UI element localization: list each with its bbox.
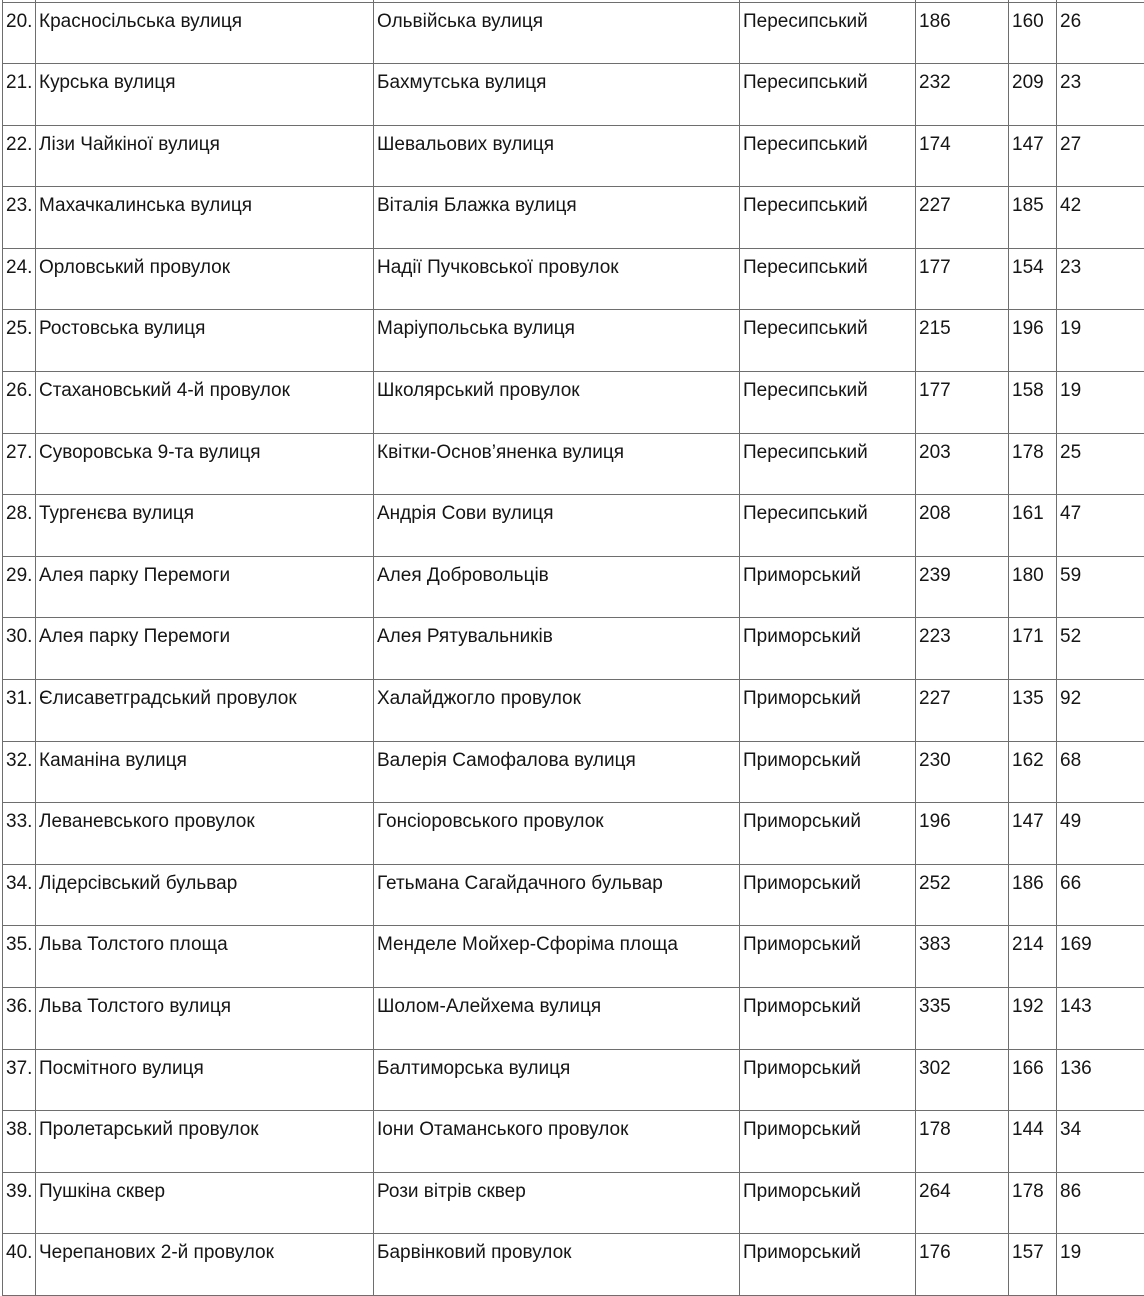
district-cell: Пересипський <box>740 64 916 126</box>
row-number-cell: 31. <box>3 680 36 742</box>
row-number-cell: 39. <box>3 1172 36 1234</box>
value-second-cell: 196 <box>1009 310 1057 372</box>
value-second-cell: 144 <box>1009 1111 1057 1173</box>
value-third-cell: 27 <box>1057 125 1144 187</box>
district-cell: Пересипський <box>740 495 916 557</box>
value-second-cell: 147 <box>1009 125 1057 187</box>
new-street-name-cell: Шевальових вулиця <box>374 125 740 187</box>
new-street-name-cell: Віталія Блажка вулиця <box>374 187 740 249</box>
table-row <box>3 187 1144 249</box>
district-cell: Приморський <box>740 1172 916 1234</box>
value-total-cell: 232 <box>916 64 1009 126</box>
old-street-name-cell: Ростовська вулиця <box>36 310 374 372</box>
row-number-cell: 30. <box>3 618 36 680</box>
table-row <box>3 988 1144 1050</box>
row-number-cell: 20. <box>3 2 36 64</box>
district-cell: Приморський <box>740 1234 916 1296</box>
old-street-name-cell: Каманіна вулиця <box>36 741 374 803</box>
district-cell: Пересипський <box>740 433 916 495</box>
value-third-cell: 49 <box>1057 803 1144 865</box>
new-street-name-cell: Алея Рятувальників <box>374 618 740 680</box>
table-row <box>3 248 1144 310</box>
table-row <box>3 310 1144 372</box>
new-street-name-cell: Халайджогло провулок <box>374 680 740 742</box>
new-street-name-cell: Маріупольська вулиця <box>374 310 740 372</box>
new-street-name-cell: Іони Отаманського провулок <box>374 1111 740 1173</box>
value-total-cell: 227 <box>916 680 1009 742</box>
old-street-name-cell: Посмітного вулиця <box>36 1049 374 1111</box>
district-cell: Пересипський <box>740 248 916 310</box>
table-row <box>3 618 1144 680</box>
value-total-cell: 186 <box>916 2 1009 64</box>
new-street-name-cell: Барвінковий провулок <box>374 1234 740 1296</box>
row-number-cell: 24. <box>3 248 36 310</box>
old-street-name-cell: Суворовська 9-та вулиця <box>36 433 374 495</box>
value-total-cell: 215 <box>916 310 1009 372</box>
value-second-cell: 180 <box>1009 556 1057 618</box>
value-total-cell: 203 <box>916 433 1009 495</box>
value-third-cell: 47 <box>1057 495 1144 557</box>
row-number-cell: 28. <box>3 495 36 557</box>
old-street-name-cell: Стахановський 4-й провулок <box>36 372 374 434</box>
value-total-cell: 178 <box>916 1111 1009 1173</box>
table-row <box>3 741 1144 803</box>
value-second-cell: 166 <box>1009 1049 1057 1111</box>
row-number-cell: 35. <box>3 926 36 988</box>
district-cell: Приморський <box>740 864 916 926</box>
value-total-cell: 302 <box>916 1049 1009 1111</box>
value-total-cell: 174 <box>916 125 1009 187</box>
table-row <box>3 864 1144 926</box>
table-body <box>3 0 1144 1295</box>
district-cell: Приморський <box>740 803 916 865</box>
row-number-cell: 25. <box>3 310 36 372</box>
row-number-cell: 33. <box>3 803 36 865</box>
new-street-name-cell: Квітки-Основ’яненка вулиця <box>374 433 740 495</box>
old-street-name-cell: Курська вулиця <box>36 64 374 126</box>
old-street-name-cell: Льва Толстого вулиця <box>36 988 374 1050</box>
old-street-name-cell: Лідерсівський бульвар <box>36 864 374 926</box>
old-street-name-cell: Пушкіна сквер <box>36 1172 374 1234</box>
value-total-cell: 196 <box>916 803 1009 865</box>
value-third-cell: 19 <box>1057 310 1144 372</box>
district-cell: Пересипський <box>740 125 916 187</box>
new-street-name-cell: Андрія Сови вулиця <box>374 495 740 557</box>
new-street-name-cell: Рози вітрів сквер <box>374 1172 740 1234</box>
value-third-cell: 52 <box>1057 618 1144 680</box>
row-number-cell: 37. <box>3 1049 36 1111</box>
new-street-name-cell: Валерія Самофалова вулиця <box>374 741 740 803</box>
value-third-cell: 143 <box>1057 988 1144 1050</box>
table-row <box>3 1111 1144 1173</box>
value-second-cell: 147 <box>1009 803 1057 865</box>
district-cell: Пересипський <box>740 310 916 372</box>
value-second-cell: 158 <box>1009 372 1057 434</box>
district-cell: Приморський <box>740 1111 916 1173</box>
value-second-cell: 185 <box>1009 187 1057 249</box>
old-street-name-cell: Лізи Чайкіної вулиця <box>36 125 374 187</box>
old-street-name-cell: Пролетарський провулок <box>36 1111 374 1173</box>
value-second-cell: 157 <box>1009 1234 1057 1296</box>
value-total-cell: 223 <box>916 618 1009 680</box>
row-number-cell: 21. <box>3 64 36 126</box>
value-second-cell: 209 <box>1009 64 1057 126</box>
value-third-cell: 25 <box>1057 433 1144 495</box>
district-cell: Пересипський <box>740 2 916 64</box>
row-number-cell: 38. <box>3 1111 36 1173</box>
value-third-cell: 19 <box>1057 1234 1144 1296</box>
value-third-cell: 26 <box>1057 2 1144 64</box>
old-street-name-cell: Махачкалинська вулиця <box>36 187 374 249</box>
table-row <box>3 803 1144 865</box>
table-row <box>3 680 1144 742</box>
district-cell: Приморський <box>740 926 916 988</box>
value-third-cell: 42 <box>1057 187 1144 249</box>
table-row <box>3 2 1144 64</box>
old-street-name-cell: Тургенєва вулиця <box>36 495 374 557</box>
row-number-cell: 27. <box>3 433 36 495</box>
district-cell: Пересипський <box>740 187 916 249</box>
value-total-cell: 227 <box>916 187 1009 249</box>
value-total-cell: 177 <box>916 372 1009 434</box>
new-street-name-cell: Менделе Мойхер-Сфоріма площа <box>374 926 740 988</box>
value-second-cell: 162 <box>1009 741 1057 803</box>
value-second-cell: 178 <box>1009 1172 1057 1234</box>
value-third-cell: 59 <box>1057 556 1144 618</box>
value-third-cell: 23 <box>1057 248 1144 310</box>
new-street-name-cell: Шолом-Алейхема вулиця <box>374 988 740 1050</box>
old-street-name-cell: Єлисаветградський провулок <box>36 680 374 742</box>
value-second-cell: 171 <box>1009 618 1057 680</box>
value-third-cell: 34 <box>1057 1111 1144 1173</box>
old-street-name-cell: Алея парку Перемоги <box>36 618 374 680</box>
street-renaming-table <box>2 0 1144 1296</box>
value-second-cell: 214 <box>1009 926 1057 988</box>
old-street-name-cell: Льва Толстого площа <box>36 926 374 988</box>
value-third-cell: 23 <box>1057 64 1144 126</box>
new-street-name-cell: Надії Пучковської провулок <box>374 248 740 310</box>
value-third-cell: 86 <box>1057 1172 1144 1234</box>
row-number-cell: 34. <box>3 864 36 926</box>
new-street-name-cell: Алея Добровольців <box>374 556 740 618</box>
table-row <box>3 125 1144 187</box>
new-street-name-cell: Гонсіоровського провулок <box>374 803 740 865</box>
old-street-name-cell: Орловський провулок <box>36 248 374 310</box>
district-cell: Приморський <box>740 680 916 742</box>
value-third-cell: 68 <box>1057 741 1144 803</box>
old-street-name-cell: Черепанових 2-й провулок <box>36 1234 374 1296</box>
row-number-cell: 29. <box>3 556 36 618</box>
value-total-cell: 176 <box>916 1234 1009 1296</box>
old-street-name-cell: Красносільська вулиця <box>36 2 374 64</box>
row-number-cell: 22. <box>3 125 36 187</box>
table-row <box>3 433 1144 495</box>
new-street-name-cell: Ольвійська вулиця <box>374 2 740 64</box>
new-street-name-cell: Бахмутська вулиця <box>374 64 740 126</box>
table-row <box>3 495 1144 557</box>
value-second-cell: 186 <box>1009 864 1057 926</box>
row-number-cell: 26. <box>3 372 36 434</box>
table-row <box>3 926 1144 988</box>
old-street-name-cell: Леваневського провулок <box>36 803 374 865</box>
value-third-cell: 92 <box>1057 680 1144 742</box>
value-second-cell: 161 <box>1009 495 1057 557</box>
new-street-name-cell: Школярський провулок <box>374 372 740 434</box>
table-row <box>3 372 1144 434</box>
table-row <box>3 1172 1144 1234</box>
row-number-cell: 36. <box>3 988 36 1050</box>
table-row <box>3 556 1144 618</box>
table-row <box>3 1049 1144 1111</box>
value-total-cell: 264 <box>916 1172 1009 1234</box>
district-cell: Приморський <box>740 988 916 1050</box>
value-second-cell: 178 <box>1009 433 1057 495</box>
row-number-cell: 40. <box>3 1234 36 1296</box>
value-total-cell: 252 <box>916 864 1009 926</box>
table-row <box>3 1234 1144 1296</box>
value-total-cell: 383 <box>916 926 1009 988</box>
value-third-cell: 19 <box>1057 372 1144 434</box>
value-total-cell: 177 <box>916 248 1009 310</box>
value-second-cell: 154 <box>1009 248 1057 310</box>
table-row <box>3 64 1144 126</box>
value-second-cell: 192 <box>1009 988 1057 1050</box>
value-total-cell: 208 <box>916 495 1009 557</box>
row-number-cell: 23. <box>3 187 36 249</box>
value-total-cell: 335 <box>916 988 1009 1050</box>
value-second-cell: 160 <box>1009 2 1057 64</box>
district-cell: Приморський <box>740 618 916 680</box>
value-third-cell: 169 <box>1057 926 1144 988</box>
value-second-cell: 135 <box>1009 680 1057 742</box>
district-cell: Пересипський <box>740 372 916 434</box>
value-total-cell: 239 <box>916 556 1009 618</box>
district-cell: Приморський <box>740 556 916 618</box>
row-number-cell: 32. <box>3 741 36 803</box>
value-third-cell: 136 <box>1057 1049 1144 1111</box>
new-street-name-cell: Гетьмана Сагайдачного бульвар <box>374 864 740 926</box>
district-cell: Приморський <box>740 1049 916 1111</box>
value-third-cell: 66 <box>1057 864 1144 926</box>
new-street-name-cell: Балтиморська вулиця <box>374 1049 740 1111</box>
old-street-name-cell: Алея парку Перемоги <box>36 556 374 618</box>
value-total-cell: 230 <box>916 741 1009 803</box>
district-cell: Приморський <box>740 741 916 803</box>
